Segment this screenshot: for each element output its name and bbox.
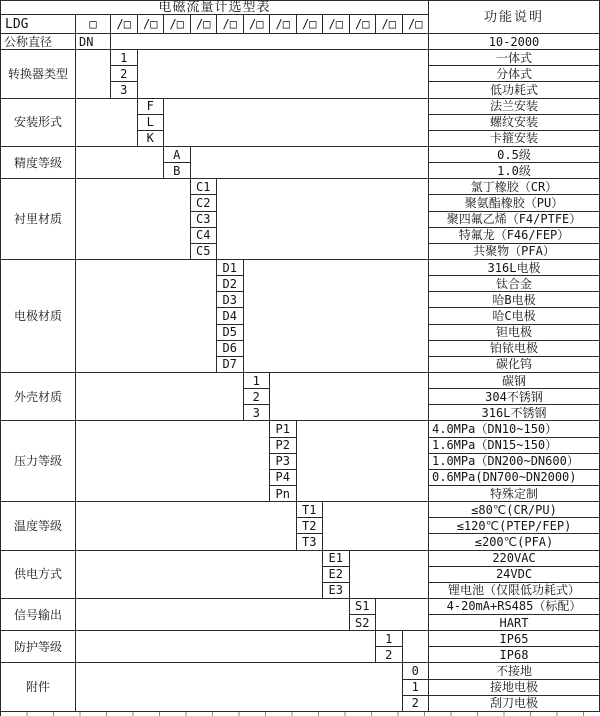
- group-left-filler-pressure-rating: [76, 421, 270, 502]
- option-code-converter-type-3: 3: [111, 82, 138, 98]
- option-desc-installation-type-K: 卡箍安装: [429, 131, 600, 147]
- option-desc-converter-type-2: 分体式: [429, 66, 600, 82]
- group-label-installation-type: 安装形式: [1, 99, 76, 147]
- option-desc-power-supply-E2: 24VDC: [429, 567, 600, 583]
- option-code-lining-material-C5: C5: [191, 244, 218, 260]
- option-code-housing-material-2: 2: [244, 389, 271, 405]
- option-code-protection-class-2: 2: [376, 647, 403, 663]
- option-code-electrode-material-D4: D4: [217, 308, 244, 324]
- option-code-temperature-rating-T1: T1: [297, 502, 324, 518]
- option-desc-accuracy-class-A: 0.5级: [429, 147, 600, 163]
- option-desc-pressure-rating-P4: 0.6MPa(DN700~DN2000): [429, 470, 600, 486]
- option-code-electrode-material-D7: D7: [217, 357, 244, 373]
- group-right-filler-signal-output: [376, 599, 429, 631]
- group-right-filler-temperature-rating: [323, 502, 429, 550]
- option-desc-housing-material-1: 碳钢: [429, 373, 600, 389]
- group-right-filler-converter-type: [138, 50, 430, 98]
- option-code-converter-type-1: 1: [111, 50, 138, 66]
- option-code-electrode-material-D1: D1: [217, 260, 244, 276]
- group-label-electrode-material: 电极材质: [1, 260, 76, 373]
- group-right-filler-electrode-material: [244, 260, 430, 373]
- option-desc-housing-material-2: 304不锈钢: [429, 389, 600, 405]
- option-desc-power-supply-E3: 锂电池（仅限低功耗式）: [429, 583, 600, 599]
- group-label-housing-material: 外壳材质: [1, 373, 76, 421]
- group-label-accessories: 附件: [1, 663, 76, 711]
- option-code-accessories-0: 0: [403, 663, 430, 679]
- group-left-filler-accuracy-class: [76, 147, 164, 179]
- option-desc-signal-output-S2: HART: [429, 615, 600, 631]
- group-left-filler-housing-material: [76, 373, 244, 421]
- model-slot-box-3: /□: [164, 15, 191, 34]
- option-desc-accessories-0: 不接地: [429, 663, 600, 679]
- option-code-housing-material-3: 3: [244, 405, 271, 421]
- option-desc-pressure-rating-P3: 1.0MPa（DN200~DN600）: [429, 454, 600, 470]
- model-slot-box-7: /□: [270, 15, 297, 34]
- option-code-pressure-rating-P4: P4: [270, 470, 297, 486]
- option-code-lining-material-C2: C2: [191, 195, 218, 211]
- group-left-filler-temperature-rating: [76, 502, 297, 550]
- model-slot-box-10: /□: [350, 15, 377, 34]
- option-code-installation-type-K: K: [138, 131, 165, 147]
- option-code-nominal-diameter-DN: DN: [76, 34, 111, 50]
- group-left-filler-accessories: [76, 663, 403, 711]
- option-desc-installation-type-F: 法兰安装: [429, 99, 600, 115]
- option-desc-pressure-rating-P1: 4.0MPa（DN10~150）: [429, 421, 600, 437]
- option-desc-nominal-diameter-DN: 10-2000: [429, 34, 600, 50]
- group-label-protection-class: 防护等级: [1, 631, 76, 663]
- option-desc-electrode-material-D7: 碳化钨: [429, 357, 600, 373]
- option-code-accessories-2: 2: [403, 696, 430, 712]
- model-slot-box-4: /□: [191, 15, 218, 34]
- group-left-filler-converter-type: [76, 50, 111, 98]
- model-slot-box-11: /□: [376, 15, 403, 34]
- table-title: 电磁流量计选型表: [1, 1, 429, 15]
- option-code-signal-output-S1: S1: [350, 599, 377, 615]
- model-first-box: □: [76, 15, 111, 34]
- option-desc-temperature-rating-T2: ≤120℃(PTEP/FEP): [429, 518, 600, 534]
- group-right-filler-pressure-rating: [297, 421, 430, 502]
- group-label-nominal-diameter: 公称直径: [1, 34, 76, 50]
- option-desc-temperature-rating-T3: ≤200℃(PFA): [429, 534, 600, 550]
- option-code-installation-type-L: L: [138, 115, 165, 131]
- option-code-temperature-rating-T3: T3: [297, 534, 324, 550]
- option-code-pressure-rating-P3: P3: [270, 454, 297, 470]
- option-desc-protection-class-2: IP68: [429, 647, 600, 663]
- group-left-filler-protection-class: [76, 631, 376, 663]
- group-label-converter-type: 转换器类型: [1, 50, 76, 98]
- function-column-header: 功能说明: [429, 1, 600, 34]
- option-desc-protection-class-1: IP65: [429, 631, 600, 647]
- group-right-filler-lining-material: [217, 179, 429, 260]
- option-desc-housing-material-3: 316L不锈钢: [429, 405, 600, 421]
- option-desc-pressure-rating-P2: 1.6MPa（DN15~150）: [429, 438, 600, 454]
- option-code-power-supply-E1: E1: [323, 551, 350, 567]
- option-code-pressure-rating-P1: P1: [270, 421, 297, 437]
- option-code-lining-material-C3: C3: [191, 212, 218, 228]
- model-slot-box-6: /□: [244, 15, 271, 34]
- group-label-power-supply: 供电方式: [1, 551, 76, 599]
- option-desc-lining-material-C3: 聚四氟乙烯（F4/PTFE）: [429, 212, 600, 228]
- group-left-filler-lining-material: [76, 179, 191, 260]
- option-desc-signal-output-S1: 4-20mA+RS485（标配）: [429, 599, 600, 615]
- option-desc-accuracy-class-B: 1.0级: [429, 163, 600, 179]
- option-desc-lining-material-C2: 聚氨酯橡胶（PU）: [429, 195, 600, 211]
- group-right-filler-power-supply: [350, 551, 430, 599]
- group-left-filler-installation-type: [76, 99, 138, 147]
- group-left-filler-electrode-material: [76, 260, 217, 373]
- option-desc-electrode-material-D3: 哈B电极: [429, 292, 600, 308]
- option-code-housing-material-1: 1: [244, 373, 271, 389]
- option-code-temperature-rating-T2: T2: [297, 518, 324, 534]
- option-desc-lining-material-C5: 共聚物（PFA）: [429, 244, 600, 260]
- option-code-power-supply-E3: E3: [323, 583, 350, 599]
- group-right-filler-accuracy-class: [191, 147, 430, 179]
- option-code-installation-type-F: F: [138, 99, 165, 115]
- option-desc-accessories-2: 刮刀电极: [429, 696, 600, 712]
- model-slot-box-8: /□: [297, 15, 324, 34]
- group-left-filler-power-supply: [76, 551, 323, 599]
- option-code-converter-type-2: 2: [111, 66, 138, 82]
- option-code-accuracy-class-B: B: [164, 163, 191, 179]
- option-desc-electrode-material-D6: 铂铱电极: [429, 341, 600, 357]
- group-label-lining-material: 衬里材质: [1, 179, 76, 260]
- model-slot-box-12: /□: [403, 15, 430, 34]
- option-code-electrode-material-D6: D6: [217, 341, 244, 357]
- option-code-signal-output-S2: S2: [350, 615, 377, 631]
- option-code-electrode-material-D5: D5: [217, 325, 244, 341]
- option-code-lining-material-C4: C4: [191, 228, 218, 244]
- model-slot-box-5: /□: [217, 15, 244, 34]
- option-code-electrode-material-D3: D3: [217, 292, 244, 308]
- option-code-accuracy-class-A: A: [164, 147, 191, 163]
- model-slot-box-2: /□: [138, 15, 165, 34]
- group-right-filler-installation-type: [164, 99, 429, 147]
- model-slot-box-1: /□: [111, 15, 138, 34]
- group-label-pressure-rating: 压力等级: [1, 421, 76, 502]
- option-desc-temperature-rating-T1: ≤80℃(CR/PU): [429, 502, 600, 518]
- option-code-pressure-rating-Pn: Pn: [270, 486, 297, 502]
- model-prefix: LDG: [1, 15, 76, 34]
- option-code-electrode-material-D2: D2: [217, 276, 244, 292]
- option-desc-converter-type-1: 一体式: [429, 50, 600, 66]
- group-left-filler-signal-output: [76, 599, 350, 631]
- option-desc-installation-type-L: 螺纹安装: [429, 115, 600, 131]
- option-desc-converter-type-3: 低功耗式: [429, 82, 600, 98]
- group-label-signal-output: 信号输出: [1, 599, 76, 631]
- group-right-filler-protection-class: [403, 631, 430, 663]
- option-code-lining-material-C1: C1: [191, 179, 218, 195]
- group-label-temperature-rating: 温度等级: [1, 502, 76, 550]
- group-label-accuracy-class: 精度等级: [1, 147, 76, 179]
- option-desc-electrode-material-D2: 钛合金: [429, 276, 600, 292]
- option-code-protection-class-1: 1: [376, 631, 403, 647]
- option-desc-power-supply-E1: 220VAC: [429, 551, 600, 567]
- option-code-accessories-1: 1: [403, 680, 430, 696]
- option-desc-electrode-material-D5: 钽电极: [429, 325, 600, 341]
- bottom-tick-strip: [1, 712, 600, 716]
- option-desc-electrode-material-D1: 316L电极: [429, 260, 600, 276]
- option-desc-accessories-1: 接地电极: [429, 680, 600, 696]
- model-slot-box-9: /□: [323, 15, 350, 34]
- option-desc-lining-material-C4: 特氟龙（F46/FEP）: [429, 228, 600, 244]
- option-desc-electrode-material-D4: 哈C电极: [429, 308, 600, 324]
- group-right-filler-nominal-diameter: [111, 34, 429, 50]
- option-code-power-supply-E2: E2: [323, 567, 350, 583]
- option-desc-pressure-rating-Pn: 特殊定制: [429, 486, 600, 502]
- option-code-pressure-rating-P2: P2: [270, 438, 297, 454]
- option-desc-lining-material-C1: 氯丁橡胶（CR）: [429, 179, 600, 195]
- group-right-filler-housing-material: [270, 373, 429, 421]
